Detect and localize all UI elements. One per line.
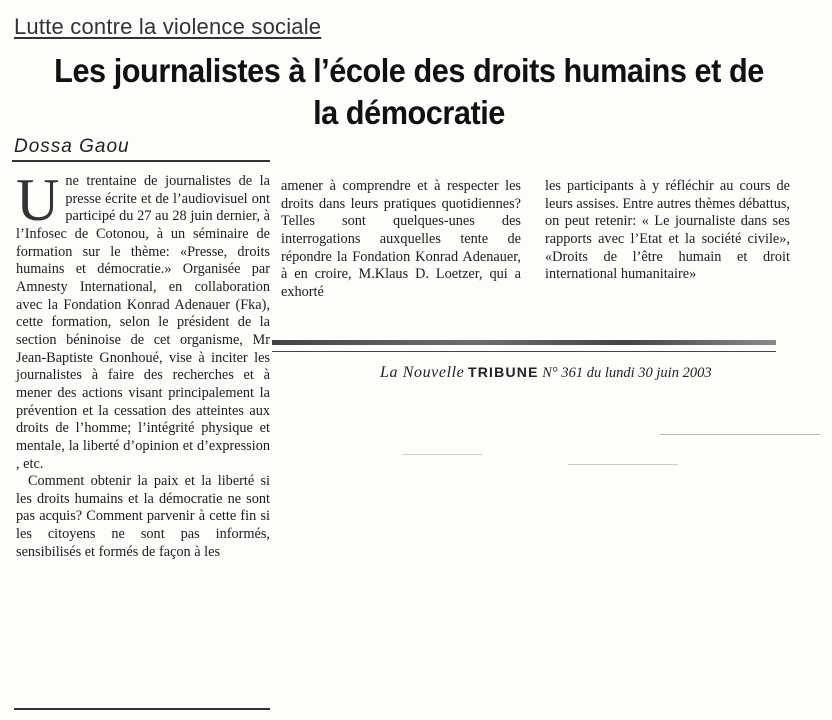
section-kicker: Lutte contre la violence sociale [14, 14, 322, 39]
article-column-2-text: amener à comprendre et à respecter les droits dans leurs pratiques quotidiennes? Telles sont quelques-unes des interrogations auxquelles tente de répondre la Fondation Konrad Adenauer, à en croire, M.Klaus D. Loetzer, qui a exhorté [281, 178, 521, 300]
publication-name-part1: La Nouvelle [380, 364, 465, 381]
article-column-3 [545, 178, 790, 284]
headline-line-1: Les journalistes à l’école des droits humains et de [54, 52, 764, 89]
publication-footer [380, 364, 712, 382]
end-rule-thin [272, 351, 776, 352]
article-paragraph-2: Comment obtenir la paix et la liberté si les droits humains et la démocratie ne sont pas acquis? Comment parvenir à cette fin si les citoyens ne sont pas informés, sensibilisés et formés de façon à les [16, 473, 270, 560]
scan-artifact-line [660, 434, 820, 435]
end-rule-thick [272, 340, 776, 345]
publication-name-part2: TRIBUNE [468, 364, 539, 380]
headline [42, 50, 777, 134]
byline: Dossa Gaou [14, 136, 130, 157]
byline-rule [12, 160, 270, 162]
bottom-rule [14, 708, 270, 710]
scan-artifact-line [402, 454, 482, 455]
headline-line-2: la démocratie [313, 94, 505, 131]
issue-info: N° 361 du lundi 30 juin 2003 [542, 365, 712, 381]
article-column-2 [281, 178, 521, 302]
drop-cap: U [16, 167, 60, 233]
scan-artifact-line [568, 464, 678, 465]
article-column-1 [16, 167, 270, 561]
article-column-3-text: les participants à y réfléchir au cours de leurs assises. Entre autres thèmes débattus, on peut retenir: « Le journaliste dans ses rapports avec l’Etat et la société civile», «Droits de l’être humain et droit international humanitaire» [545, 178, 790, 283]
article-paragraph-1 [16, 167, 270, 473]
article-paragraph-1-text: ne trentaine de journalistes de la presse écrite et de l’audiovisuel ont participé du 27 au 28 juin dernier, à l’Infosec de Cotonou, à un séminaire de formation sur le thème: «Presse, droits humains et démocratie.» Organisée par Amnesty International, en collaboration avec la Fondation Konrad Adenauer (Fka), cette formation, selon le président de la section béninoise de cet organisme, Mr Jean-Baptiste Gnonhoué, vise à inciter les journalistes à faire des recherches et à mener des actions visant principalement la prévention et la cessation des atteintes aux droits de l’homme; l’intégrité physique et mentale, la liberté d’opinion et d’expression , etc. [16, 173, 270, 472]
